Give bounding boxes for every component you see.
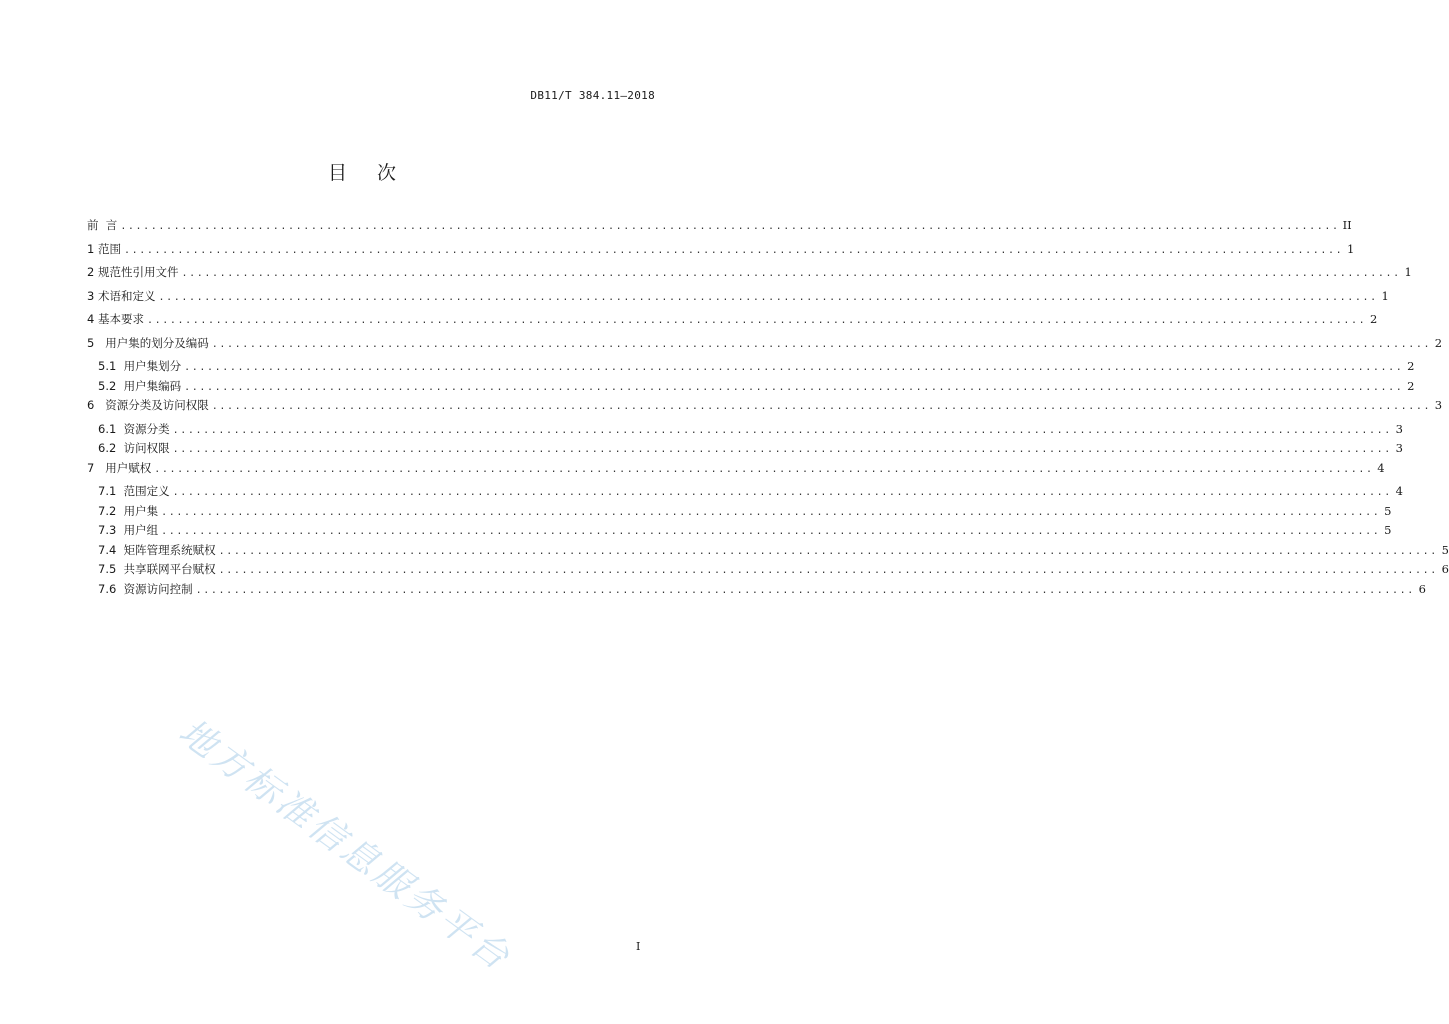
toc-entry-label: 基本要求: [97, 312, 144, 326]
toc-entry-page: 5: [1384, 523, 1392, 537]
toc-entry[interactable]: [87, 561, 1449, 581]
toc-entry-number: 2: [87, 265, 98, 279]
toc-entry-label: 范围: [97, 241, 121, 256]
toc-entry-page: 5: [1441, 542, 1449, 557]
toc-entry-page: 3: [1395, 421, 1403, 436]
toc-entry-number: 6: [87, 398, 102, 412]
toc-entry-page: 3: [1395, 441, 1403, 455]
title-part-2: 次: [377, 162, 397, 184]
toc-entry-page: 1: [1381, 288, 1389, 303]
toc-entry-label: 言: [98, 218, 118, 232]
toc-entry-page: 2: [1407, 378, 1415, 393]
toc-entry-number: 5.2: [98, 378, 124, 393]
table-of-contents: [87, 217, 1449, 600]
toc-dot-leader: ................................................................................................................................................................: [218, 545, 1438, 557]
toc-entry-label: 用户集编码: [123, 378, 182, 393]
toc-entry-page: 1: [1346, 241, 1355, 256]
toc-entry-label: 用户集的划分及编码: [101, 335, 209, 350]
toc-entry-label: 访问权限: [123, 441, 170, 455]
toc-entry-page: 2: [1434, 335, 1443, 350]
toc-entry-page: II: [1342, 218, 1352, 232]
toc-entry[interactable]: [87, 241, 1355, 265]
toc-entry-number: 6.1: [98, 421, 124, 436]
toc-entry-page: 4: [1395, 484, 1403, 498]
toc-entry-label: 用户组: [123, 523, 159, 537]
toc-entry[interactable]: [87, 421, 1403, 441]
toc-entry-page: 5: [1384, 503, 1392, 518]
toc-entry-label: 资源访问控制: [123, 581, 193, 596]
toc-entry[interactable]: [87, 358, 1415, 378]
toc-entry[interactable]: [87, 378, 1415, 398]
toc-entry[interactable]: [87, 397, 1443, 421]
toc-dot-leader: ................................................................................................................................................................: [146, 315, 1367, 326]
toc-entry-label: 规范性引用文件: [97, 265, 179, 279]
toc-entry-number: 1: [87, 241, 98, 256]
page-number: I: [636, 940, 641, 953]
toc-entry-page: 2: [1369, 312, 1378, 326]
toc-entry[interactable]: [87, 542, 1449, 562]
toc-entry[interactable]: [87, 288, 1389, 312]
toc-entry[interactable]: [87, 581, 1426, 601]
toc-dot-leader: ................................................................................................................................................................: [181, 268, 1401, 279]
toc-entry-number: 5.1: [98, 359, 124, 373]
page-title: [0, 158, 724, 185]
toc-dot-leader: ................................................................................................................................................................: [184, 381, 1404, 393]
toc-entry-number: 7.2: [98, 503, 124, 518]
toc-entry-page: 3: [1434, 398, 1443, 412]
toc-entry-number: 7: [87, 460, 102, 475]
toc-entry-label: 用户赋权: [101, 460, 152, 475]
toc-entry-number: 7.1: [98, 484, 124, 498]
toc-entry-label: 共享联网平台赋权: [123, 562, 216, 576]
document-code: DB11/T 384.11—2018: [530, 89, 655, 102]
toc-entry-number: 3: [87, 288, 98, 303]
toc-entry-label: 术语和定义: [97, 288, 156, 303]
toc-entry[interactable]: [87, 217, 1352, 241]
toc-entry-number: 7.4: [98, 542, 124, 557]
toc-dot-leader: ................................................................................................................................................................: [161, 506, 1381, 518]
toc-entry-label: 资源分类及访问权限: [101, 398, 209, 412]
toc-entry[interactable]: [87, 335, 1443, 359]
toc-entry[interactable]: [87, 460, 1385, 484]
toc-dot-leader: ................................................................................................................................................................: [172, 444, 1392, 455]
toc-entry-label: 资源分类: [123, 421, 170, 436]
toc-dot-leader: ................................................................................................................................................................: [211, 338, 1432, 350]
toc-dot-leader: ................................................................................................................................................................: [120, 221, 1340, 232]
toc-entry[interactable]: [87, 264, 1412, 288]
toc-entry-label: 用户集划分: [123, 359, 182, 373]
toc-entry-page: 6: [1418, 581, 1426, 596]
watermark: 地方标准信息服务平台: [171, 711, 519, 980]
toc-entry-page: 1: [1404, 265, 1412, 279]
toc-entry-label: 范围定义: [123, 484, 170, 498]
toc-entry-label: 矩阵管理系统赋权: [123, 542, 216, 557]
toc-entry-number: 7.6: [98, 581, 124, 596]
toc-dot-leader: ................................................................................................................................................................: [218, 565, 1438, 576]
toc-entry-number: 前: [87, 218, 99, 232]
toc-dot-leader: ................................................................................................................................................................: [161, 526, 1381, 537]
toc-entry-number: 5: [87, 335, 102, 350]
toc-entry-label: 用户集: [123, 503, 159, 518]
toc-entry[interactable]: [87, 522, 1392, 542]
title-part-1: 目: [327, 162, 347, 184]
toc-entry-page: 6: [1441, 562, 1449, 576]
toc-entry[interactable]: [87, 483, 1403, 503]
toc-dot-leader: ................................................................................................................................................................: [123, 244, 1344, 256]
toc-dot-leader: ................................................................................................................................................................: [172, 424, 1392, 436]
toc-entry-page: 4: [1377, 460, 1385, 475]
toc-entry-number: 4: [87, 312, 98, 326]
toc-dot-leader: ................................................................................................................................................................: [154, 463, 1374, 475]
toc-entry-number: 7.3: [98, 523, 124, 537]
toc-entry-number: 7.5: [98, 562, 124, 576]
toc-dot-leader: ................................................................................................................................................................: [195, 584, 1415, 596]
toc-entry[interactable]: [87, 503, 1392, 523]
toc-dot-leader: ................................................................................................................................................................: [211, 401, 1432, 412]
toc-entry-number: 6.2: [98, 441, 124, 455]
toc-dot-leader: ................................................................................................................................................................: [172, 487, 1392, 498]
toc-entry-page: 2: [1407, 359, 1415, 373]
toc-entry[interactable]: [87, 311, 1378, 335]
toc-entry[interactable]: [87, 440, 1403, 460]
toc-dot-leader: ................................................................................................................................................................: [158, 291, 1378, 303]
toc-dot-leader: ................................................................................................................................................................: [184, 362, 1404, 373]
